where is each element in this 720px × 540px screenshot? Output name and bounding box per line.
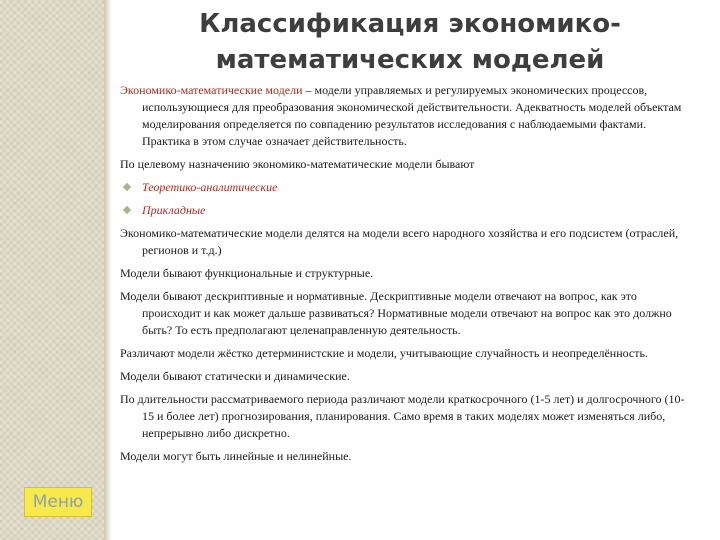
paragraph-hierarchy: Экономико-математические модели делятся на модели всего народного хозяйства и его подсистем (отраслей, регионов и т.д.) xyxy=(120,226,679,257)
menu-button[interactable]: Меню xyxy=(24,487,92,517)
list-item xyxy=(120,179,692,196)
definition-text: – модели управляемых и регулируемых экономических процессов, использующиеся для преобразования экономической действительности. Адекватность моделей объектам моделирования определяется по совпадению результатов исследования с наблюдаемыми фактами. Практика в этом случае означает действительность. xyxy=(142,83,682,148)
definition-paragraph xyxy=(120,82,692,150)
paragraph-linear: Модели могут быть линейные и нелинейные. xyxy=(120,449,352,463)
list-item xyxy=(120,202,692,219)
paragraph-functional: Модели бывают функциональные и структурные. xyxy=(120,266,374,280)
list-item-label: Прикладные xyxy=(142,203,206,217)
diamond-bullet-icon xyxy=(123,206,131,214)
paragraph-deterministic: Различают модели жёстко детерминистские и модели, учитывающие случайность и неопределённость. xyxy=(120,346,648,360)
slide-content xyxy=(120,82,692,471)
diamond-bullet-icon xyxy=(123,183,131,191)
decorative-sidebar xyxy=(0,0,104,540)
paragraph-period: По длительности рассматриваемого периода различают модели краткосрочного (1-5 лет) и долгосрочного (10-15 и более лет) прогнозирования, планирования. Само время в таких моделях может изменяться либо, непрерывно либо дискретно. xyxy=(120,392,685,440)
purpose-intro: По целевому назначению экономико-математические модели бывают xyxy=(120,157,475,171)
sidebar-edge xyxy=(104,0,112,540)
list-item-label: Теоретико-аналитические xyxy=(142,180,278,194)
paragraph-static: Модели бывают статически и динамические. xyxy=(120,369,350,383)
page-title: Классификация экономико-математических моделей xyxy=(199,9,621,75)
paragraph-descriptive: Модели бывают дескриптивные и нормативные. Дескриптивные модели отвечают на вопрос, как это происходит и как может дальше развиваться? Нормативные модели отвечают на вопрос как это должно быть? То есть предполагают целенаправленную деятельность. xyxy=(120,289,672,337)
definition-term: Экономико-математические модели xyxy=(120,83,303,97)
